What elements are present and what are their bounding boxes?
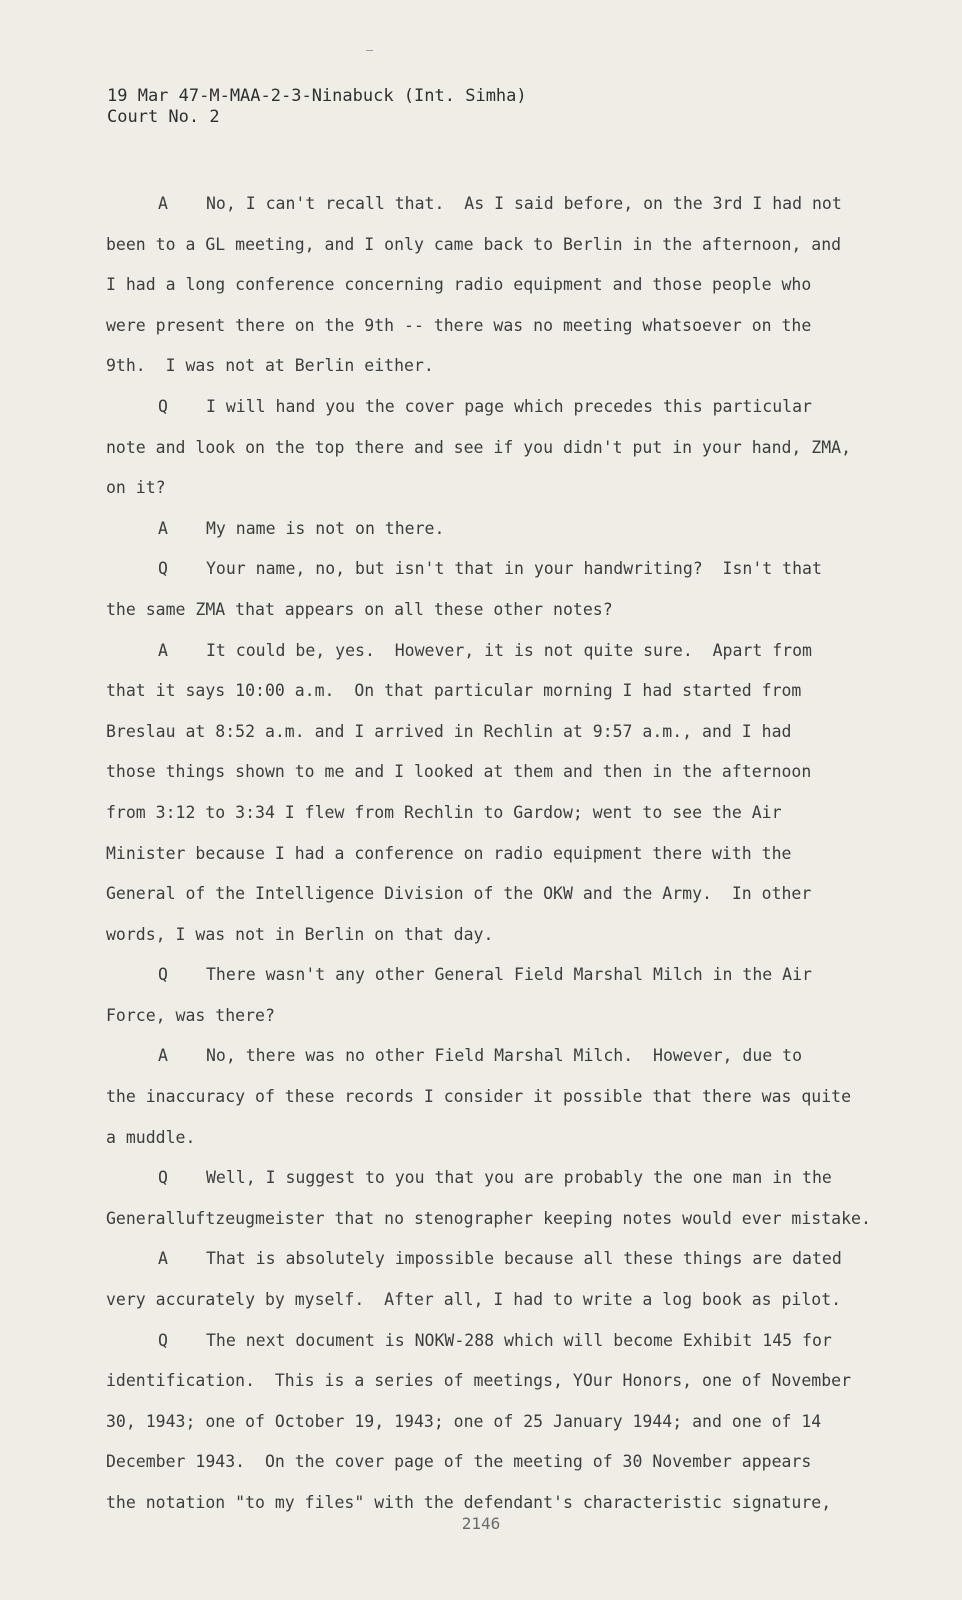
speaker-label: Q bbox=[158, 396, 168, 416]
line-text: Generalluftzeugmeister that no stenographer keeping notes would ever mistake. bbox=[106, 1208, 871, 1228]
transcript-paragraph bbox=[106, 184, 896, 387]
speaker-label: A bbox=[158, 640, 168, 660]
transcript-line bbox=[106, 874, 896, 915]
line-text: General of the Intelligence Division of the OKW and the Army. In other bbox=[106, 884, 812, 904]
transcript-line bbox=[106, 1442, 896, 1483]
transcript-line bbox=[106, 346, 896, 387]
header-court: Court No. 2 bbox=[107, 107, 220, 127]
transcript-line bbox=[106, 1402, 896, 1443]
page-number: 2146 bbox=[461, 1514, 501, 1533]
transcript-line bbox=[106, 468, 896, 509]
line-text: The next document is NOKW-288 which will become Exhibit 145 for bbox=[206, 1330, 832, 1350]
transcript-body bbox=[106, 184, 896, 1524]
line-text: Breslau at 8:52 a.m. and I arrived in Rechlin at 9:57 a.m., and I had bbox=[106, 721, 792, 741]
transcript-line bbox=[106, 955, 896, 996]
speaker-label: Q bbox=[158, 559, 168, 579]
line-text: It could be, yes. However, it is not quite sure. Apart from bbox=[206, 640, 812, 660]
speaker-label: Q bbox=[158, 1330, 168, 1350]
line-text: very accurately by myself. After all, I had to write a log book as pilot. bbox=[106, 1290, 842, 1310]
line-text: No, I can't recall that. As I said before, on the 3rd I had not bbox=[206, 194, 842, 213]
line-text: My name is not on there. bbox=[206, 518, 445, 538]
transcript-line bbox=[106, 1036, 896, 1077]
line-text: note and look on the top there and see if you didn't put in your hand, ZMA, bbox=[106, 437, 852, 457]
line-text: been to a GL meeting, and I only came back to Berlin in the afternoon, and bbox=[106, 234, 842, 254]
transcript-paragraph bbox=[106, 387, 896, 509]
transcript-line bbox=[106, 671, 896, 712]
line-text: were present there on the 9th -- there was no meeting whatsoever on the bbox=[106, 315, 812, 335]
line-text: on it? bbox=[106, 478, 166, 498]
transcript-paragraph bbox=[106, 1321, 896, 1524]
line-text: I will hand you the cover page which precedes this particular bbox=[206, 396, 812, 416]
line-text: the inaccuracy of these records I consider it possible that there was quite bbox=[106, 1087, 852, 1107]
line-text: that it says 10:00 a.m. On that particular morning I had started from bbox=[106, 681, 802, 701]
transcript-line bbox=[106, 834, 896, 875]
transcript-line bbox=[106, 1199, 896, 1240]
transcript-line bbox=[106, 915, 896, 956]
transcript-line bbox=[106, 225, 896, 266]
transcript-line bbox=[106, 631, 896, 672]
line-text: That is absolutely impossible because all these things are dated bbox=[206, 1249, 842, 1269]
transcript-line bbox=[106, 184, 896, 225]
transcript-line bbox=[106, 1321, 896, 1362]
transcript-line bbox=[106, 590, 896, 631]
transcript-line bbox=[106, 1158, 896, 1199]
transcript-paragraph bbox=[106, 1036, 896, 1158]
document-header bbox=[107, 86, 527, 128]
line-text: those things shown to me and I looked at them and then in the afternoon bbox=[106, 762, 812, 782]
transcript-line bbox=[106, 712, 896, 753]
transcript-line bbox=[106, 752, 896, 793]
line-text: the notation "to my files" with the defendant's characteristic signature, bbox=[106, 1493, 832, 1512]
line-text: December 1943. On the cover page of the meeting of 30 November appears bbox=[106, 1452, 812, 1472]
stray-mark bbox=[366, 50, 373, 51]
transcript-line bbox=[106, 1077, 896, 1118]
line-text: Force, was there? bbox=[106, 1005, 275, 1025]
line-text: Minister because I had a conference on radio equipment there with the bbox=[106, 843, 792, 863]
line-text: identification. This is a series of meetings, YOur Honors, one of November bbox=[106, 1371, 852, 1391]
transcript-paragraph bbox=[106, 509, 896, 550]
speaker-label: Q bbox=[158, 965, 168, 985]
line-text: I had a long conference concerning radio equipment and those people who bbox=[106, 275, 812, 295]
transcript-paragraph bbox=[106, 955, 896, 1036]
transcript-paragraph bbox=[106, 549, 896, 630]
line-text: the same ZMA that appears on all these other notes? bbox=[106, 599, 613, 619]
transcript-line bbox=[106, 387, 896, 428]
line-text: Your name, no, but isn't that in your handwriting? Isn't that bbox=[206, 559, 822, 579]
transcript-line bbox=[106, 1118, 896, 1159]
transcript-line bbox=[106, 793, 896, 834]
header-reference: 19 Mar 47-M-MAA-2-3-Ninabuck (Int. Simha) bbox=[107, 86, 527, 106]
transcript-line bbox=[106, 428, 896, 469]
line-text: 9th. I was not at Berlin either. bbox=[106, 356, 434, 376]
transcript-paragraph bbox=[106, 1239, 896, 1320]
line-text: There wasn't any other General Field Marshal Milch in the Air bbox=[206, 965, 812, 985]
line-text: No, there was no other Field Marshal Milch. However, due to bbox=[206, 1046, 803, 1066]
line-text: a muddle. bbox=[106, 1127, 196, 1147]
speaker-label: A bbox=[158, 1046, 168, 1066]
transcript-line bbox=[106, 1239, 896, 1280]
line-text: Well, I suggest to you that you are probably the one man in the bbox=[206, 1168, 832, 1188]
transcript-paragraph bbox=[106, 1158, 896, 1239]
transcript-paragraph bbox=[106, 631, 896, 956]
transcript-line bbox=[106, 1361, 896, 1402]
line-text: 30, 1943; one of October 19, 1943; one of 25 January 1944; and one of 14 bbox=[106, 1411, 822, 1431]
transcript-line bbox=[106, 549, 896, 590]
speaker-label: A bbox=[158, 1249, 168, 1269]
line-text: from 3:12 to 3:34 I flew from Rechlin to Gardow; went to see the Air bbox=[106, 802, 782, 822]
line-text: words, I was not in Berlin on that day. bbox=[106, 924, 494, 944]
transcript-line bbox=[106, 265, 896, 306]
speaker-label: Q bbox=[158, 1168, 168, 1188]
transcript-line bbox=[106, 1280, 896, 1321]
speaker-label: A bbox=[158, 518, 168, 538]
transcript-line bbox=[106, 996, 896, 1037]
speaker-label: A bbox=[158, 194, 168, 213]
transcript-line bbox=[106, 509, 896, 550]
transcript-line bbox=[106, 306, 896, 347]
